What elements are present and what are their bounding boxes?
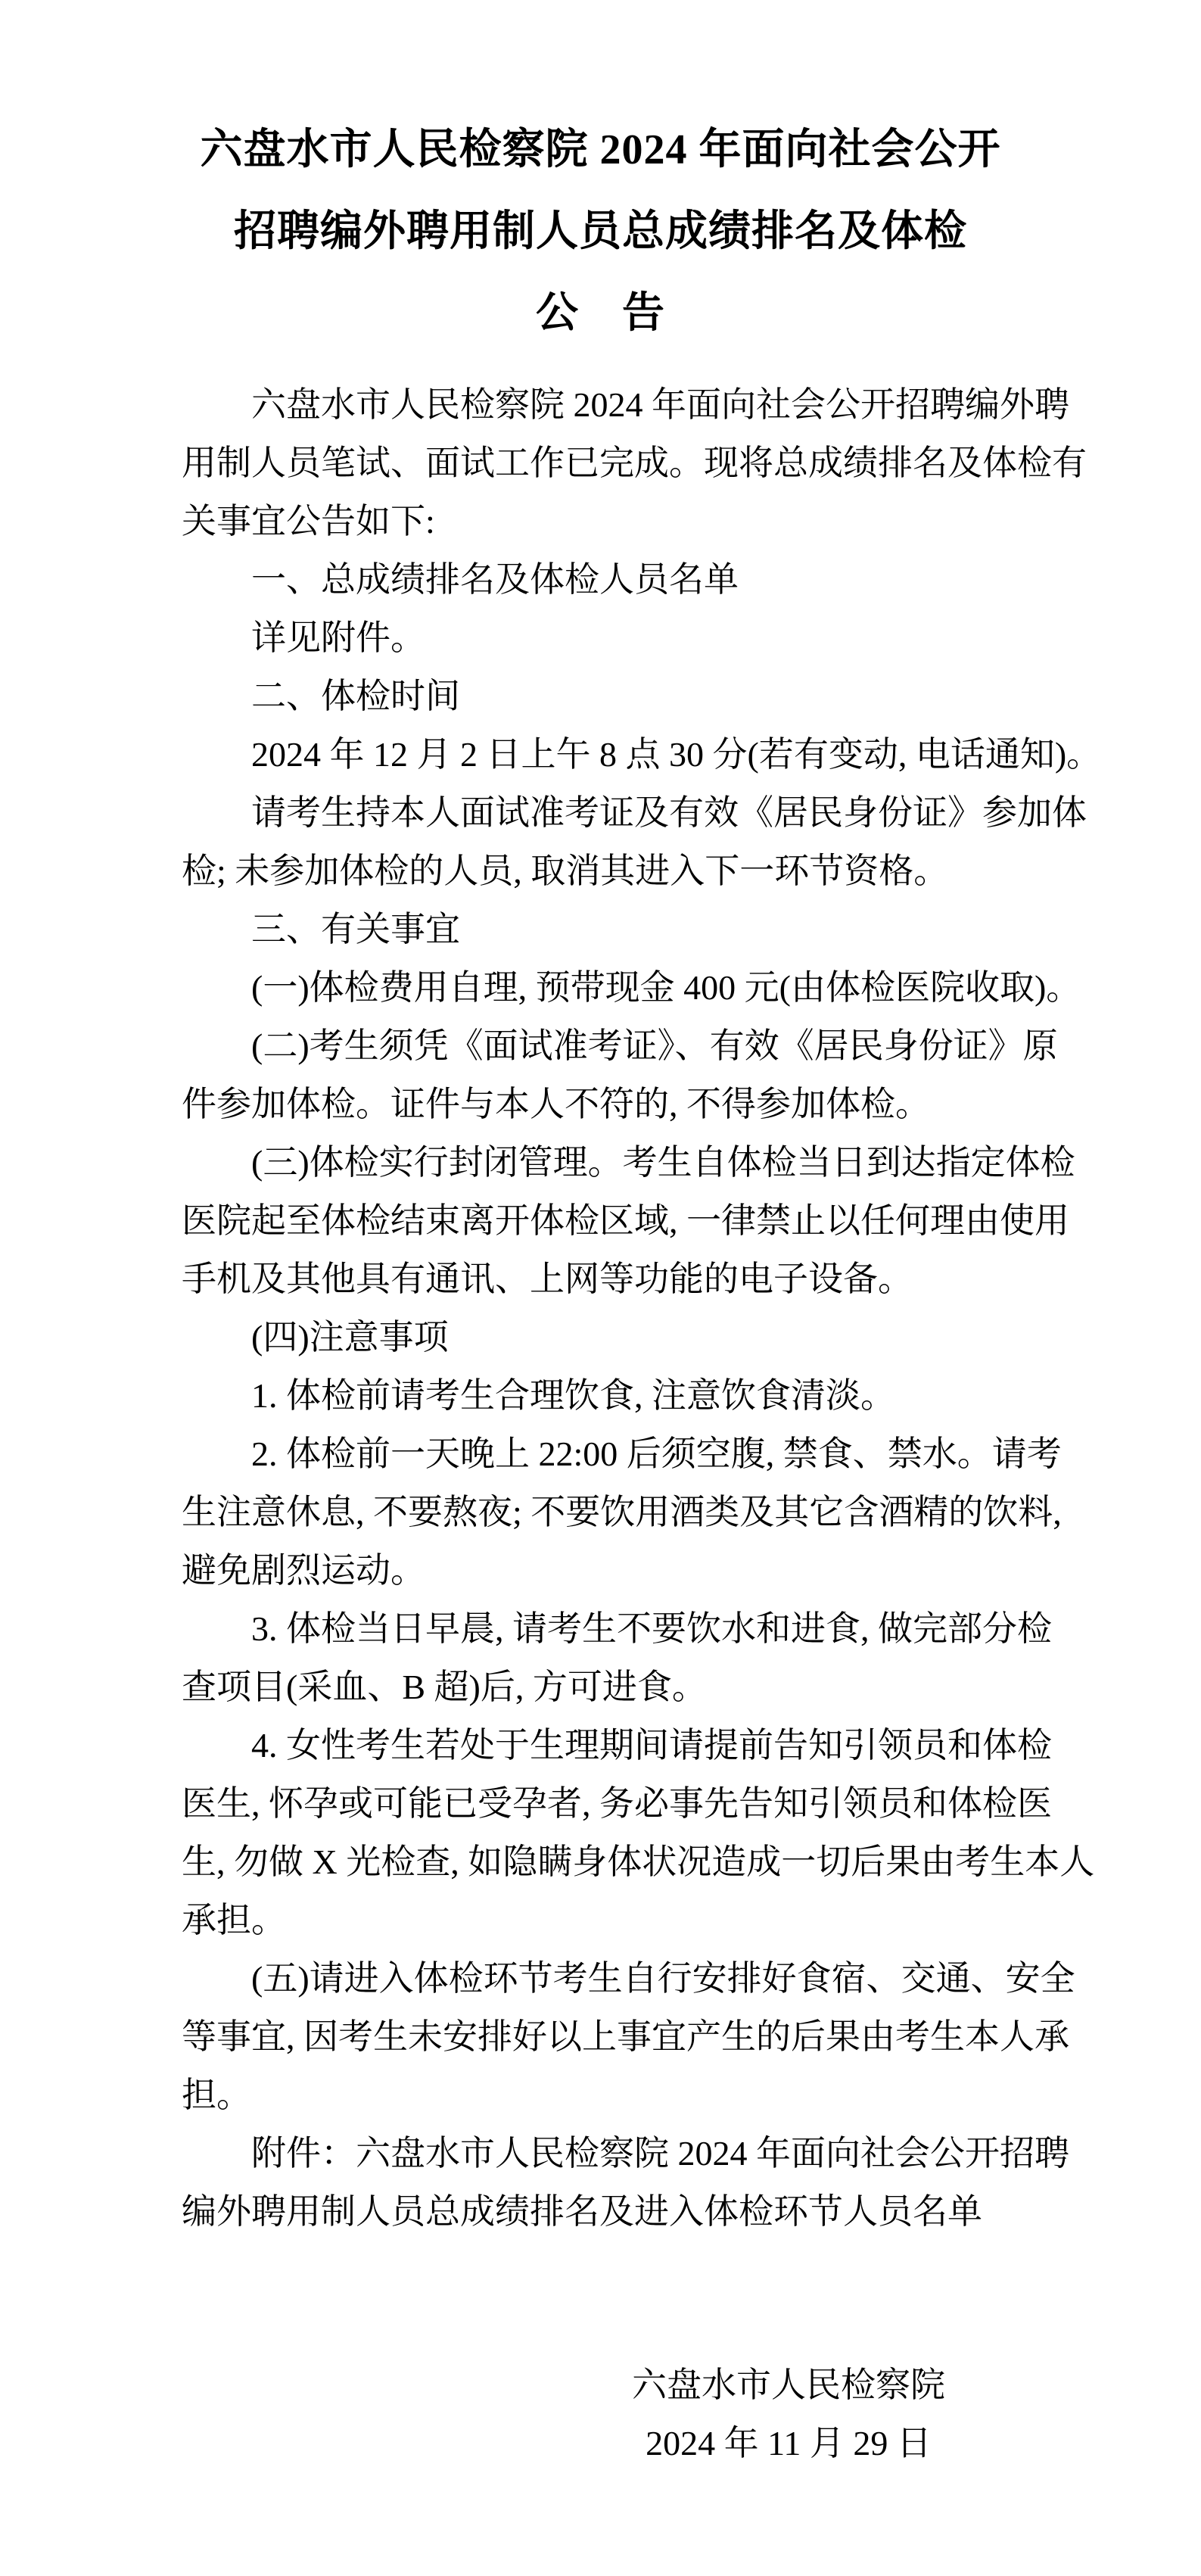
body-line: 用制人员笔试、面试工作已完成。现将总成绩排名及体检有 [182,444,1087,482]
body-line: 六盘水市人民检察院 2024 年面向社会公开招聘编外聘 [251,385,1069,424]
body-line: (一)体检费用自理, 预带现金 400 元(由体检医院收取)。 [251,968,1081,1007]
document-body [182,375,1102,2241]
title-line: 公 告 [536,290,665,337]
body-line: 2024 年 12 月 2 日上午 8 点 30 分(若有变动, 电话通知)。 [251,735,1102,774]
title-line: 招聘编外聘用制人员总成绩排名及体检 [234,208,967,255]
body-line: 避免剧烈运动。 [182,1551,425,1590]
body-line: 承担。 [182,1901,286,1939]
section-heading: 二、体检时间 [251,677,460,715]
body-line: 医院起至体检结束离开体检区域, 一律禁止以任何理由使用 [182,1201,1069,1240]
section-heading: 三、有关事宜 [251,910,460,948]
body-line: 3. 体检当日早晨, 请考生不要饮水和进食, 做完部分检 [251,1609,1052,1648]
body-line: 4. 女性考生若处于生理期间请提前告知引领员和体检 [251,1726,1052,1765]
body-line: 1. 体检前请考生合理饮食, 注意饮食清淡。 [251,1376,895,1415]
body-line: 生, 勿做 X 光检查, 如隐瞒身体状况造成一切后果由考生本人 [182,1842,1095,1881]
body-line: (五)请进入体检环节考生自行安排好食宿、交通、安全 [251,1959,1075,1998]
signature-block [632,2356,945,2472]
body-line: 关事宜公告如下: [182,502,435,540]
title-line: 六盘水市人民检察院 2024 年面向社会公开 [200,126,1001,173]
body-line: 2. 体检前一天晚上 22:00 后须空腹, 禁食、禁水。请考 [251,1434,1062,1473]
body-line: (二)考生须凭《面试准考证》、有效《居民身份证》原 [251,1026,1058,1065]
body-line: 详见附件。 [251,618,425,657]
signature-date: 2024 年 11 月 29 日 [646,2424,932,2462]
body-line: 担。 [182,2076,251,2114]
body-line: (三)体检实行封闭管理。考生自体检当日到达指定体检 [251,1143,1075,1182]
announcement-title [132,109,1070,354]
body-line: 查项目(采血、B 超)后, 方可进食。 [182,1668,707,1706]
attachment-line: 附件：六盘水市人民检察院 2024 年面向社会公开招聘 [251,2134,1069,2173]
section-heading: (四)注意事项 [251,1318,449,1357]
attachment-line: 编外聘用制人员总成绩排名及进入体检环节人员名单 [182,2192,982,2231]
body-line: 生注意休息, 不要熬夜; 不要饮用酒类及其它含酒精的饮料, [182,1493,1062,1531]
body-line: 医生, 怀孕或可能已受孕者, 务必事先告知引领员和体检医 [182,1784,1052,1823]
body-line: 检; 未参加体检的人员, 取消其进入下一环节资格。 [182,852,949,890]
body-line: 请考生持本人面试准考证及有效《居民身份证》参加体 [251,793,1087,832]
section-heading: 一、总成绩排名及体检人员名单 [251,560,739,599]
body-line: 件参加体检。证件与本人不符的, 不得参加体检。 [182,1085,930,1123]
body-line: 手机及其他具有通讯、上网等功能的电子设备。 [182,1260,913,1298]
body-line: 等事宜, 因考生未安排好以上事宜产生的后果由考生本人承 [182,2017,1069,2056]
signature-org: 六盘水市人民检察院 [632,2366,945,2404]
